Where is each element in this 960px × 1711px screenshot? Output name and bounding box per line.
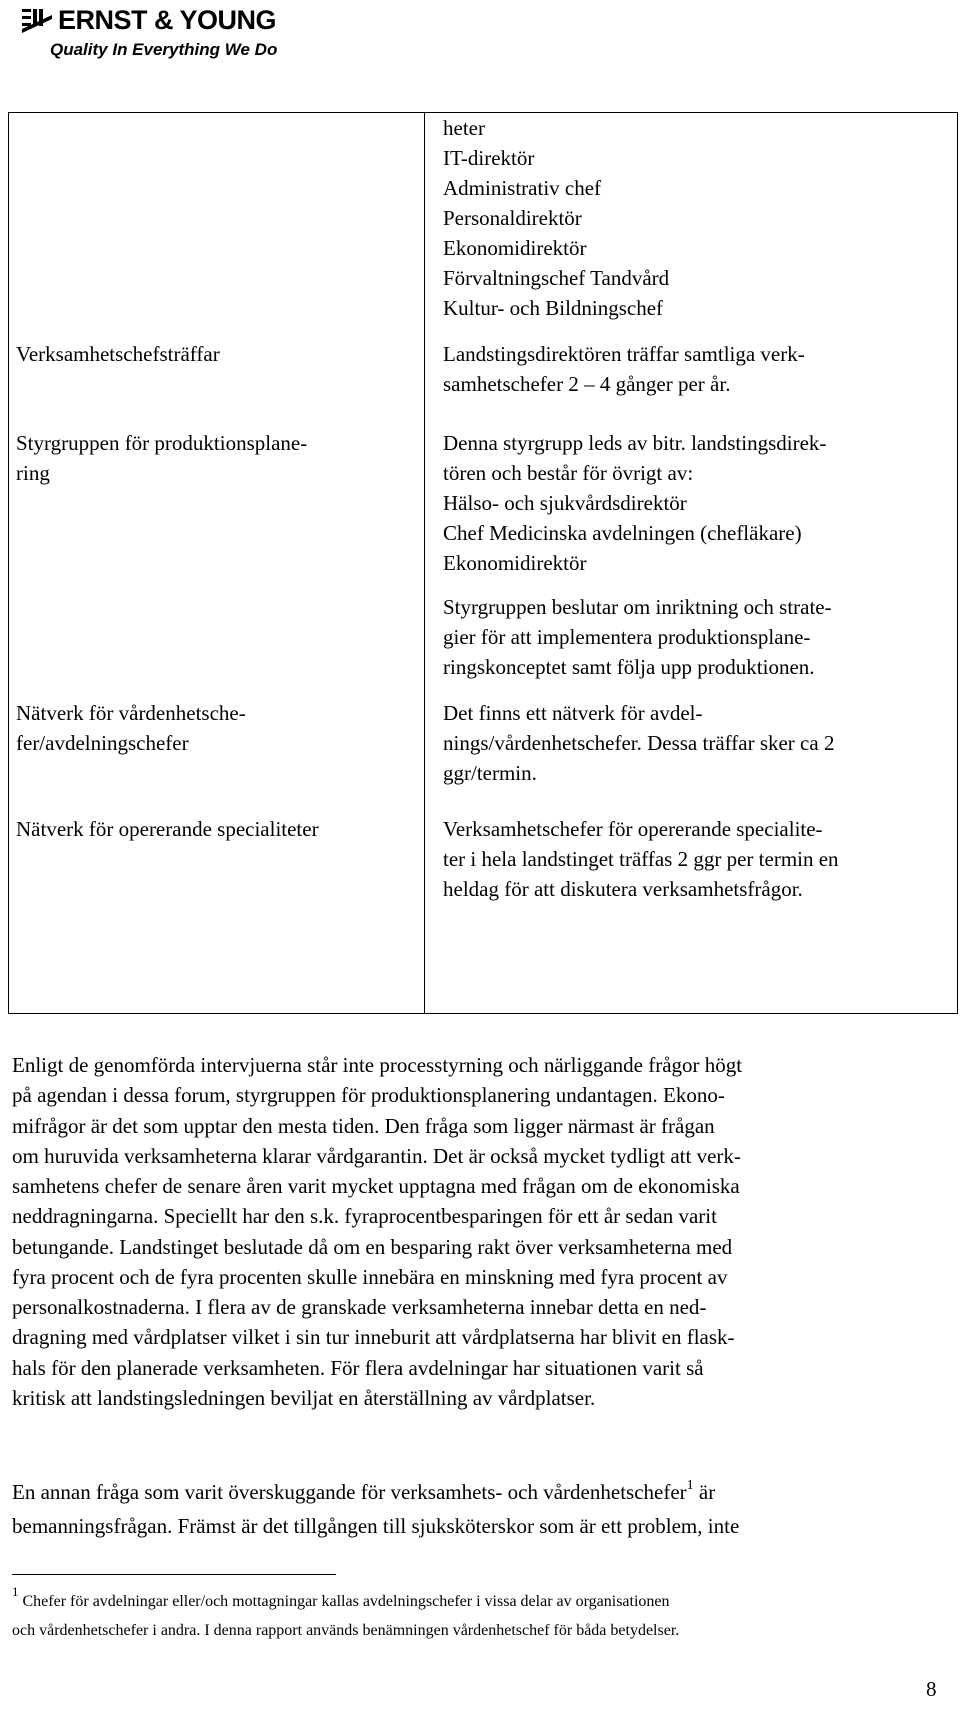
table-row-5-right: Verksamhetschefer för opererande specialite- ter i hela landstinget träffas 2 ggr per termin en heldag för att diskutera verksamhetsfrågor. <box>443 817 839 901</box>
table-row-4-left: Nätverk för vårdenhetsche- fer/avdelningschefer <box>16 701 246 755</box>
forum-table <box>8 112 958 1014</box>
company-logo <box>22 4 342 60</box>
page-number: 8 <box>926 1677 937 1701</box>
table-row-2-right: Landstingsdirektören träffar samtliga verk- samhetschefer 2 – 4 gånger per år. <box>443 342 805 396</box>
brand-tagline: Quality In Everything We Do <box>50 40 278 59</box>
table-row-4-right: Det finns ett nätverk för avdel- nings/vårdenhetschefer. Dessa träffar sker ca 2 ggr/termin. <box>443 701 835 785</box>
table-row-1-right: heter IT-direktör Administrativ chef Personaldirektör Ekonomidirektör Förvaltningschef Tandvård Kultur- och Bildningschef <box>443 116 670 320</box>
table-column-divider <box>424 113 425 1013</box>
footnote-separator <box>12 1574 336 1575</box>
footnote-mark: 1 <box>12 1584 19 1599</box>
table-row-3-right-mandate: Styrgruppen beslutar om inriktning och strate- gier för att implementera produktionsplane- ringskonceptet samt följa upp produktionen. <box>443 595 832 679</box>
footnote-reference[interactable]: 1 <box>686 1478 694 1493</box>
table-row-3-right-members: Denna styrgrupp leds av bitr. landstingsdirek- tören och består för övrigt av: Hälso- och sjukvårdsdirektör Chef Medicinska avdelningen (chefläkare) Ekonomidirektör <box>443 431 827 575</box>
body-paragraph-2: En annan fråga som varit överskuggande för verksamhets- och vårdenhetschefer$^1$ är bemanningsfrågan. Främst är det tillgången till sjuksköterskor som är ett problem, inte <box>12 1478 740 1539</box>
table-row-2-left: Verksamhetschefsträffar <box>16 342 220 366</box>
brand-name: ERNST & YOUNG <box>58 5 277 35</box>
footnote: $^1$Chefer för avdelningar eller/och mottagningar kallas avdelningschefer i vissa delar av organisationen och vårdenhetschefer i andra. I denna rapport används benämningen vårdenhetschef för båda betydelser. <box>12 1584 680 1639</box>
body-paragraph-1: Enligt de genomförda intervjuerna står inte processtyrning och närliggande frågor högt på agendan i dessa forum, styrgruppen för produktionsplanering undantagen. Ekono- mifrågor är det som upptar den mesta tiden. Den fråga som ligger närmast är frågan om huruvida verksamheterna klarar vårdgarantin. Det är också mycket tydligt att verk- samhetens chefer de senare åren varit mycket upptagna med frågan om de ekonomiska neddragningarna. Speciellt har den s.k. fyraprocentbesparingen för ett år sedan varit betungande. Landstinget beslutade då om en besparing rakt över verksamheterna med fyra procent och de fyra procenten skulle innebära en minskning med fyra procent av personalkostnaderna. I flera av de granskade verksamheterna innebar detta en ned- dragning med vårdplatser vilket i sin tur inneburit att vårdplatserna har blivit en flask- hals för den planerade verksamheten. För flera avdelningar har situationen varit så kritisk att landstingsledningen beviljat en återställning av vårdplatser. <box>12 1053 743 1410</box>
ey-logo-icon <box>22 7 52 33</box>
table-row-3-left: Styrgruppen för produktionsplane- ring <box>16 431 308 485</box>
table-row-5-left: Nätverk för opererande specialiteter <box>16 817 319 841</box>
